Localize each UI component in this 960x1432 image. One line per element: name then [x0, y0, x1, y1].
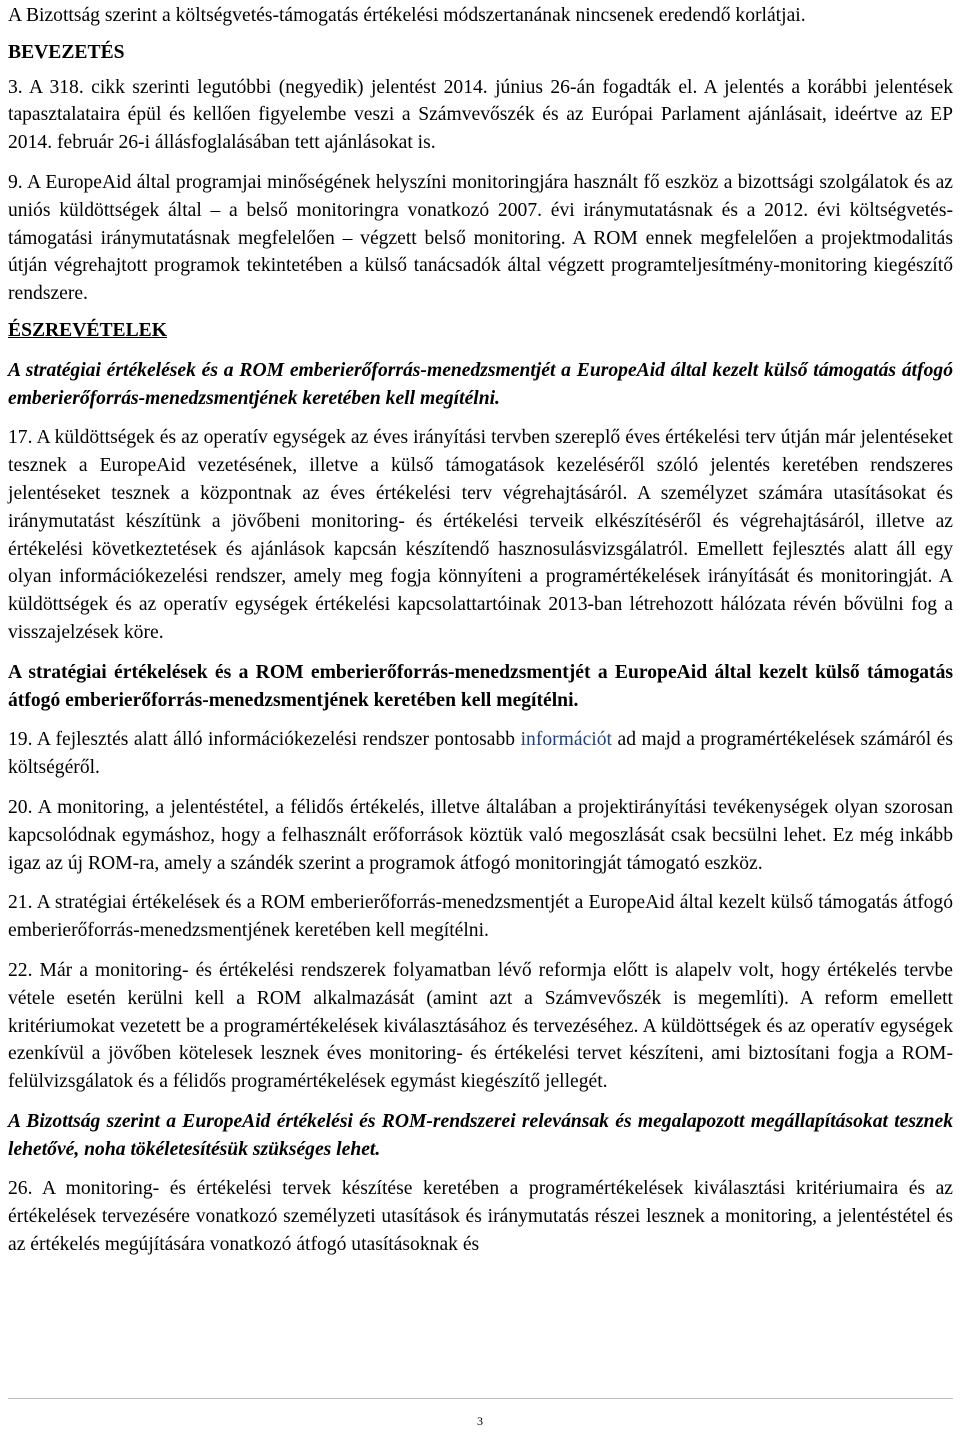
- paragraph-3: 3. A 318. cikk szerinti legutóbbi (negyedik) jelentést 2014. június 26-án fogadták el. A jelentés a korábbi jelentések tapasztalataira épül és kellően figyelembe veszi a Számvevőszék és az Európai Parlament ajánlásait, ideértve az EP 2014. február 26-i állásfoglalásában tett ajánlásokat is.: [8, 76, 953, 154]
- commission-reply-bold-2: A stratégiai értékelések és a ROM emberierőforrás-menedzsmentjét a EuropeAid által kezelt külső támogatás átfogó emberierőforrás-menedzsmentjének keretében kell megítélni.: [8, 661, 953, 711]
- paragraph-21: 21. A stratégiai értékelések és a ROM emberierőforrás-menedzsmentjét a EuropeAid által kezelt külső támogatás átfogó emberierőforrás-menedzsmentjének keretében kell megítélni.: [8, 892, 953, 942]
- paragraph-20: 20. A monitoring, a jelentéstétel, a félidős értékelés, illetve általában a projektirányítási tevékenységek olyan szorosan kapcsolódnak egymáshoz, hogy a felhasznált erőforrások köztük való megoszlását csak becsülni lehet. Ez még inkább igaz az új ROM-ra, amely a szándék szerint a programok átfogó monitoringját támogató eszköz.: [8, 796, 953, 874]
- paragraph-19-text-end: ad majd a programértékelések számáról és költségéről.: [8, 729, 953, 779]
- paragraph-19-text-start: 19. A fejlesztés alatt álló információkezelési rendszer pontosabb: [8, 729, 521, 751]
- document-body: [8, 0, 953, 1259]
- section-heading-bevezetes: BEVEZETÉS: [8, 41, 125, 63]
- section-heading-eszrevetelek: ÉSZREVÉTELEK: [8, 319, 167, 341]
- paragraph-9: 9. A EuropeAid által programjai minőségének helyszíni monitoringjára használt fő eszköz a bizottsági szolgálatok és az uniós küldöttségek által – a belső monitoringra vonatkozó 2007. évi iránymutatásnak és a 2012. évi költségvetés-támogatási iránymutatásnak megfelelően – végzett belső monitoring. A ROM ennek megfelelően a projektmodalitás útján végrehajtott programok tekintetében a külső tanácsadók által végzett programteljesítmény-monitoring kiegészítő rendszere.: [8, 171, 953, 305]
- commission-reply-bold-italic-1: A stratégiai értékelések és a ROM emberierőforrás-menedzsmentjét a EuropeAid által kezelt külső támogatás átfogó emberierőforrás-menedzsmentjének keretében kell megítélni.: [8, 359, 953, 409]
- paragraph-19: [8, 726, 953, 782]
- intro-paragraph: A Bizottság szerint a költségvetés-támogatás értékelési módszertanának nincsenek eredendő korlátjai.: [8, 5, 806, 26]
- paragraph-17: 17. A küldöttségek és az operatív egységek az éves irányítási tervben szereplő éves értékelési terv útján már jelentéseket tesznek a EuropeAid vezetésének, illetve a külső támogatások kezeléséről szóló jelentés keretében rendszeres jelentéseket tesznek a központnak az éves értékelési terv végrehajtásáról. A személyzet számára utasításokat és iránymutatást készítünk a jövőbeni monitoring- és értékelési terveik elkészítéséről és végrehajtásáról, illetve az értékelési következtetések és ajánlások kapcsán készítendő hasznosulásvizsgálatról. Emellett fejlesztés alatt áll egy olyan információkezelési rendszer, amely meg fogja könnyíteni a programértékelések irányítását és monitoringját. A küldöttségek és az operatív egységek értékelési kapcsolattartóinak 2013-ban létrehozott hálózata révén bővülni fog a visszajelzések köre.: [8, 427, 953, 643]
- page-number: 3: [477, 1414, 483, 1428]
- paragraph-22: 22. Már a monitoring- és értékelési rendszerek folyamatban lévő reformja előtt is alapelv volt, hogy értékelés tervbe vétele esetén kerülni kell a ROM alkalmazását (amint azt a Számvevőszék is megemlíti). A reform emellett kritériumokat vezetett be a programértékelések kiválasztásához és tervezéséhez. A küldöttségek és az operatív egységek ezenkívül a jövőben kötelesek lesznek éves monitoring- és értékelési tervet készíteni, ami biztosítani fogja a ROM-felülvizsgálatok és a félidős programértékelések egymást kiegészítő jellegét.: [8, 959, 953, 1093]
- footer-divider: [8, 1398, 953, 1399]
- paragraph-26: 26. A monitoring- és értékelési tervek készítése keretében a programértékelések kiválasztási kritériumaira és az értékelések tervezésére vonatkozó személyzeti utasítások és iránymutatás részei lesznek a monitoring, a jelentéstétel és az értékelés megújítására vonatkozó átfogó utasításoknak és: [8, 1178, 953, 1256]
- commission-reply-bold-italic-3: A Bizottság szerint a EuropeAid értékelési és ROM-rendszerei relevánsak és megalapozott megállapításokat tesznek lehetővé, noha tökéletesítésük szükséges lehet.: [8, 1110, 953, 1160]
- information-link[interactable]: információt: [520, 729, 612, 751]
